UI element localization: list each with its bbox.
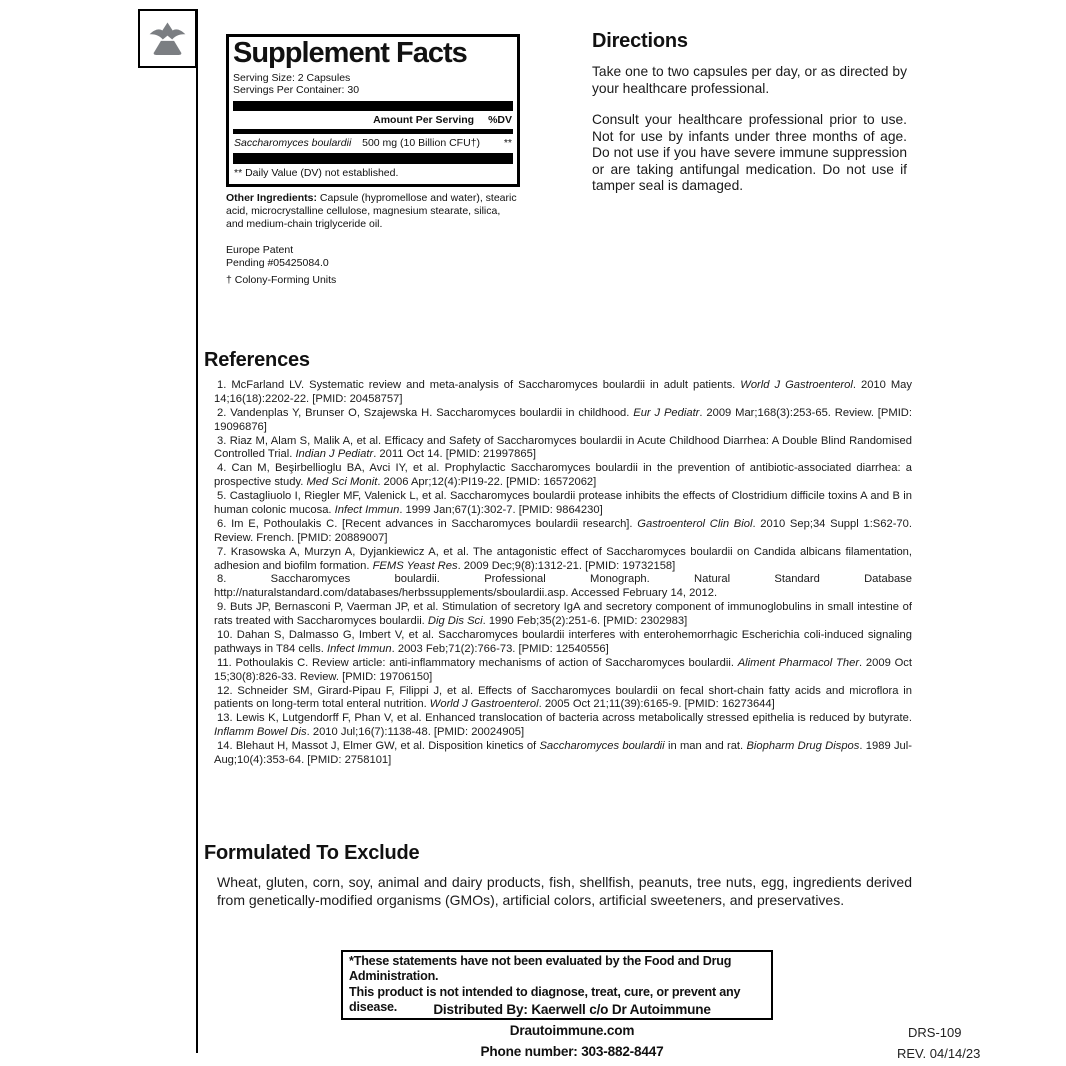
amount-header-row xyxy=(233,111,513,129)
servings-per-container: Servings Per Container: 30 xyxy=(233,84,360,97)
reference-item: 1. McFarland LV. Systematic review and meta-analysis of Saccharomyces boulardii in adult patients. World J Gastroenterol. 2010 May 14;16(18):2202-22. [PMID: 20458757] xyxy=(214,379,912,405)
reference-item: 10. Dahan S, Dalmasso G, Imbert V, et al. Saccharomyces boulardii interferes with enterohemorrhagic Escherichia coli-induced signaling pathways in T84 cells. Infect Immun. 2003 Feb;71(2):766-73. [PMID: 12540556] xyxy=(214,629,912,655)
ingredient-dv: ** xyxy=(503,137,512,150)
reference-item: 8. Saccharomyces boulardii. Professional Monograph. Natural Standard Database http://naturalstandard.com/databases/herbssupplements/sboulardii.asp. Accessed February 14, 2012. xyxy=(214,573,912,600)
ingredient-amount: 500 mg (10 Billion CFU†) xyxy=(362,137,480,150)
patent-line-2: Pending #05425084.0 xyxy=(226,256,329,269)
other-ingredients-label: Other Ingredients: xyxy=(226,192,318,205)
fda-disclaimer-line-2: This product is not intended to diagnose, treat, cure, or prevent any disease. xyxy=(349,984,741,1015)
formulated-to-exclude-section xyxy=(204,842,912,909)
brand-logo xyxy=(138,9,197,68)
reference-item: 2. Vandenplas Y, Brunser O, Szajewska H. Saccharomyces boulardii in childhood. Eur J Pediatr. 2009 Mar;168(3):253-65. Review. [PMID: 19096876] xyxy=(214,406,912,433)
reference-item: 12. Schneider SM, Girard-Pipau F, Filippi J, et al. Effects of Saccharomyces boulardii on fecal short-chain fatty acids and microflora in patients on long-term total enteral nutrition. World J Gastroenterol. 2005 Oct 21;11(39):6165-9. [PMID: 16273644] xyxy=(214,684,912,711)
references-title: References xyxy=(204,349,310,371)
distributor-block xyxy=(372,999,772,1062)
reference-item: 6. Im E, Pothoulakis C. [Recent advances in Saccharomyces boulardii research]. Gastroenterol Clin Biol. 2010 Sep;34 Suppl 1:S62-70. Review. French. [PMID: 20889007] xyxy=(214,517,912,544)
fda-disclaimer-line-1: *These statements have not been evaluated by the Food and Drug Administration. xyxy=(349,954,732,984)
supplement-facts-notes xyxy=(226,192,518,287)
directions-title: Directions xyxy=(592,30,688,52)
reference-item: 4. Can M, Beşirbellioglu BA, Avci IY, et al. Prophylactic Saccharomyces boulardii in the prevention of antibiotic-associated diarrhea: a prospective study. Med Sci Monit. 2006 Apr;12(4):PI19-22. [PMID: 16572062] xyxy=(214,462,912,489)
document-revision: REV. 04/14/23 xyxy=(897,1046,981,1061)
dv-header: %DV xyxy=(488,114,512,127)
distributor-line: Distributed By: Kaerwell c/o Dr Autoimmune xyxy=(433,1002,711,1017)
directions-paragraph-2: Consult your healthcare professional prior to use. Not for use by infants under three months of age. Do not use if you have severe immune suppression or are taking antifungal medication. Do not use if tamper seal is damaged. xyxy=(592,112,907,194)
serving-size: Serving Size: 2 Capsules xyxy=(233,71,351,84)
ingredient-row xyxy=(233,134,513,153)
distributor-phone: Phone number: 303-882-8447 xyxy=(480,1044,664,1059)
divider-bar-thick-bottom xyxy=(233,153,513,164)
other-ingredients-text: Capsule (hypromellose and water), stearic acid, microcrystalline cellulose, magnesium stearate, silica, and medium-chain triglyceride oil. xyxy=(226,192,517,231)
patent-note xyxy=(226,244,518,270)
document-code: DRS-109 xyxy=(908,1025,962,1040)
brand-logo-icon xyxy=(144,15,191,62)
reference-item: 13. Lewis K, Lutgendorff F, Phan V, et al. Enhanced translocation of bacteria across metabolically stressed epithelia is reduced by butyrate. Inflamm Bowel Dis. 2010 Jul;16(7):1138-48. [PMID: 20024905] xyxy=(214,712,912,739)
directions-paragraph-1: Take one to two capsules per day, or as directed by your healthcare professional. xyxy=(592,64,907,96)
distributor-website: Drautoimmune.com xyxy=(509,1023,635,1038)
references-section xyxy=(204,349,912,768)
supplement-facts-column xyxy=(226,34,520,287)
other-ingredients xyxy=(226,192,518,231)
cfu-note: † Colony-Forming Units xyxy=(226,273,337,286)
divider-bar-thick xyxy=(233,101,513,111)
patent-line-1: Europe Patent xyxy=(226,243,294,256)
supplement-facts-title: Supplement Facts xyxy=(233,37,467,69)
directions-section xyxy=(592,30,907,195)
reference-item: 5. Castagliuolo I, Riegler MF, Valenick L, et al. Saccharomyces boulardii protease inhibits the effects of Clostridium difficile toxins A and B in human colonic mucosa. Infect Immun. 1999 Jan;67(1):302-7. [PMID: 9864230] xyxy=(214,490,912,517)
formulated-to-exclude-title: Formulated To Exclude xyxy=(204,842,420,864)
dv-footnote: ** Daily Value (DV) not established. xyxy=(234,167,399,180)
reference-item: 11. Pothoulakis C. Review article: anti-inflammatory mechanisms of action of Saccharomyces boulardii. Aliment Pharmacol Ther. 2009 Oct 15;30(8):826-33. Review. [PMID: 19706150] xyxy=(214,656,912,683)
reference-item: 14. Blehaut H, Massot J, Elmer GW, et al. Disposition kinetics of Saccharomyces boulardii in man and rat. Biopharm Drug Dispos. 1989 Jul-Aug;10(4):353-64. [PMID: 2758101] xyxy=(214,740,912,767)
ingredient-name: Saccharomyces boulardii xyxy=(234,137,352,150)
amount-per-serving-header: Amount Per Serving xyxy=(373,114,475,127)
reference-list xyxy=(214,379,912,768)
left-vertical-rule xyxy=(196,9,198,1053)
reference-item: 3. Riaz M, Alam S, Malik A, et al. Efficacy and Safety of Saccharomyces boulardii in Acute Childhood Diarrhea: A Double Blind Randomised Controlled Trial. Indian J Pediatr. 2011 Oct 14. [PMID: 21997865] xyxy=(214,434,912,461)
formulated-to-exclude-body: Wheat, gluten, corn, soy, animal and dairy products, fish, shellfish, peanuts, tree nuts, egg, ingredients derived from genetically-modified organisms (GMOs), artificial colors, artificial sweeteners, and preservatives. xyxy=(217,874,912,908)
reference-item: 9. Buts JP, Bernasconi P, Vaerman JP, et al. Stimulation of secretory IgA and secretory component of immunoglobulins in small intestine of rats treated with Saccharomyces boulardii. Dig Dis Sci. 1990 Feb;35(2):251-6. [PMID: 2302983] xyxy=(214,601,912,628)
supplement-facts-panel xyxy=(226,34,520,187)
reference-item: 7. Krasowska A, Murzyn A, Dyjankiewicz A, et al. The antagonistic effect of Saccharomyces boulardii on Candida albicans filamentation, adhesion and biofilm formation. FEMS Yeast Res. 2009 Dec;9(8):1312-21. [PMID: 19732158] xyxy=(214,545,912,572)
